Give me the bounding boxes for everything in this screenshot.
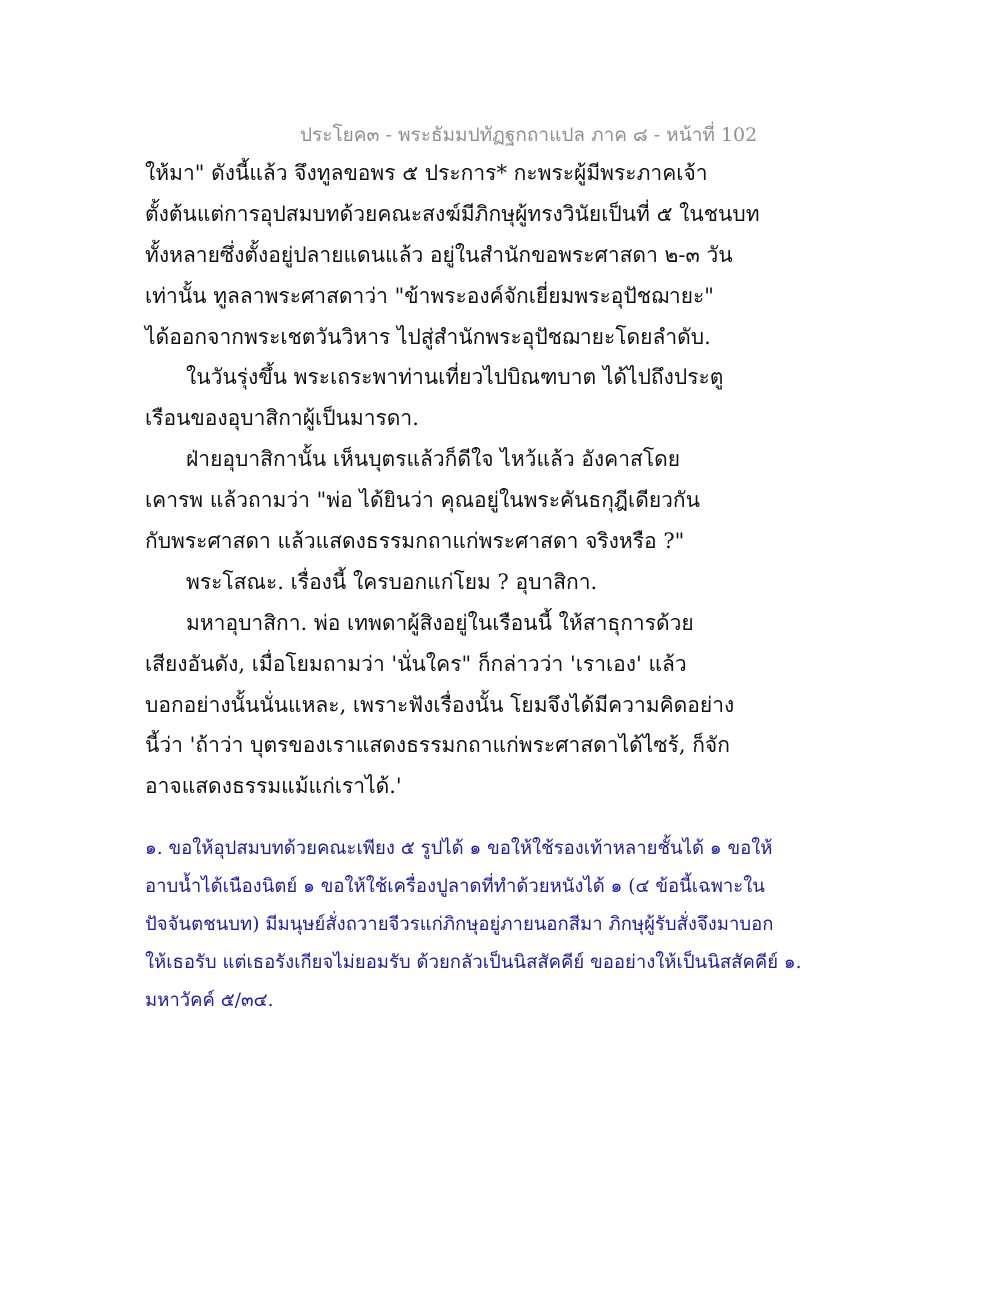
text-line: เรือนของอุบาสิกาผู้เป็นมารดา. — [145, 406, 419, 431]
text-line: มหาอุบาสิกา. พ่อ เทพดาผู้สิงอยู่ในเรือนนี้ ให้สาธุการด้วย — [186, 610, 694, 635]
text-line: พระโสณะ. เรื่องนี้ ใครบอกแก่โยม ? อุบาสิกา. — [186, 569, 598, 594]
text-line: เสียงอันดัง, เมื่อโยมถามว่า 'นั่นใคร" ก็กล่าวว่า 'เราเอง' แล้ว — [145, 651, 687, 676]
page-header: ประโยค๓ - พระธัมมปทัฏฐกถาแปล ภาค ๘ - หน้าที่ 102 — [300, 124, 758, 146]
footnote-line: ปัจจันตชนบท) มีมนุษย์สั่งถวายจีวรแก่ภิกษุอยู่ภายนอกสีมา ภิกษุผู้รับสั่งจึงมาบอก — [145, 914, 774, 935]
text-line: ได้ออกจากพระเชตวันวิหาร ไปสู่สำนักพระอุปัชฌายะโดยลำดับ. — [145, 324, 711, 349]
text-line: ทั้งหลายซึ่งตั้งอยู่ปลายแดนแล้ว อยู่ในสำนักขอพระศาสดา ๒-๓ วัน — [145, 242, 733, 267]
text-line: ฝ่ายอุบาสิกานั้น เห็นบุตรแล้วก็ดีใจ ไหว้แล้ว อังคาสโดย — [186, 447, 681, 472]
text-line: บอกอย่างนั้นนั่นแหละ, เพราะฟังเรื่องนั้น โยมจึงได้มีความคิดอย่าง — [145, 692, 735, 717]
text-line: กับพระศาสดา แล้วแสดงธรรมกถาแก่พระศาสดา จริงหรือ ?" — [145, 529, 685, 554]
main-text — [145, 153, 760, 807]
footnote-line: มหาวัคค์ ๕/๓๔. — [145, 990, 274, 1011]
footnote-line: อาบน้ำได้เนืองนิตย์ ๑ ขอให้ใช้เครื่องปูลาดที่ทำด้วยหนังได้ ๑ (๔ ข้อนี้เฉพาะใน — [145, 876, 765, 897]
text-line: ตั้งต้นแต่การอุปสมบทด้วยคณะสงฆ์มีภิกษุผู้ทรงวินัยเป็นที่ ๕ ในชนบท — [145, 201, 760, 226]
footnote-block — [145, 830, 802, 1020]
text-line: เคารพ แล้วถามว่า "พ่อ ได้ยินว่า คุณอยู่ในพระคันธกุฎีเดียวกัน — [145, 488, 701, 513]
text-line: ให้มา" ดังนี้แล้ว จึงทูลขอพร ๕ ประการ* กะพระผู้มีพระภาคเจ้า — [145, 161, 708, 185]
footnote-line: ให้เธอรับ แต่เธอรังเกียจไม่ยอมรับ ด้วยกลัวเป็นนิสสัคคีย์ ขออย่างให้เป็นนิสสัคคีย์ ๑. — [145, 952, 802, 973]
text-line: นี้ว่า 'ถ้าว่า บุตรของเราแสดงธรรมกถาแก่พระศาสดาได้ไซร้, ก็จัก — [145, 733, 730, 758]
text-line: ในวันรุ่งขึ้น พระเถระพาท่านเที่ยวไปบิณฑบาต ได้ไปถึงประตู — [186, 365, 724, 390]
text-line: เท่านั้น ทูลลาพระศาสดาว่า "ข้าพระองค์จักเยี่ยมพระอุปัชฌายะ" — [145, 283, 714, 308]
text-line: อาจแสดงธรรมแม้แก่เราได้.' — [145, 774, 402, 799]
footnote-line: ๑. ขอให้อุปสมบทด้วยคณะเพียง ๕ รูปได้ ๑ ขอให้ใช้รองเท้าหลายชั้นได้ ๑ ขอให้ — [145, 838, 773, 859]
